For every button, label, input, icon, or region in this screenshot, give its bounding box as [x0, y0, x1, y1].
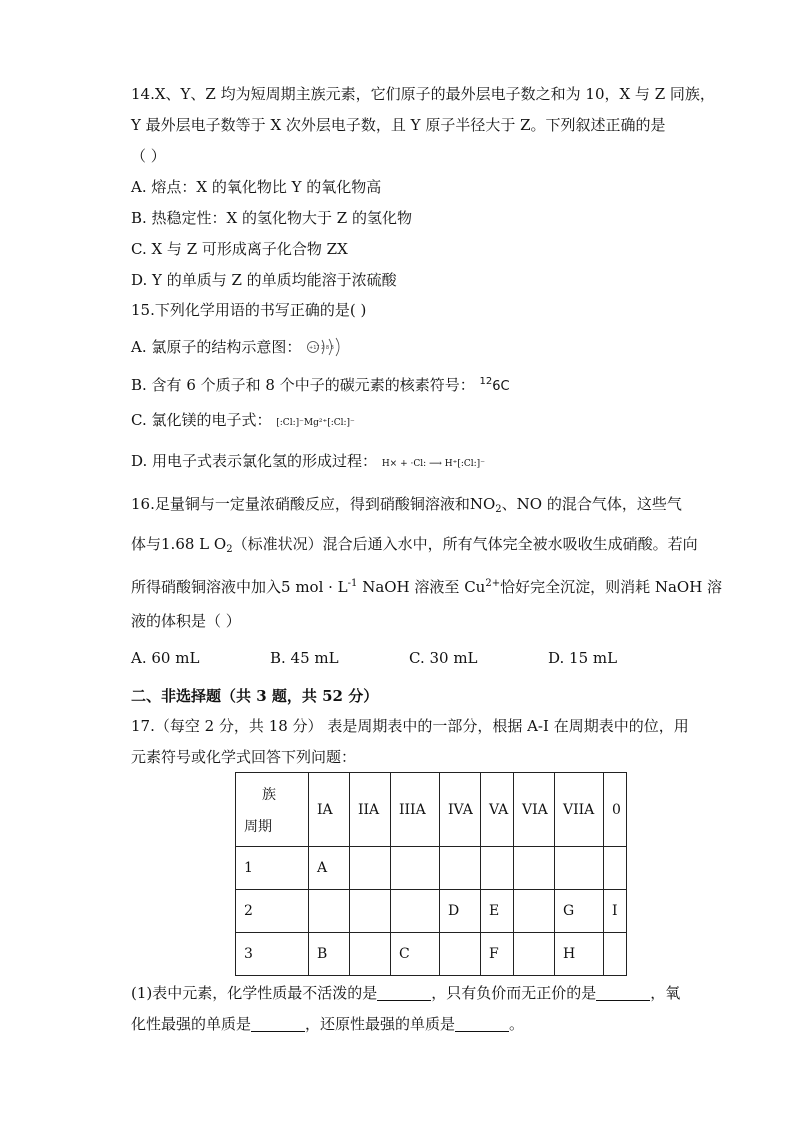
q16-line2-a: 体与	[131, 535, 162, 553]
element-cell	[604, 847, 627, 890]
q17-sub1-text-f: 。	[509, 1015, 525, 1033]
q16-option-c: C. 30 mL	[409, 649, 478, 667]
group-header: VA	[481, 773, 514, 847]
q17-line2: 元素符号或化学式回答下列问题：	[131, 748, 357, 766]
element-cell	[391, 847, 440, 890]
table-row	[236, 890, 627, 933]
q14-stem-line2: Y 最外层电子数等于 X 次外层电子数，且 Y 原子半径大于 Z。下列叙述正确的是	[131, 116, 666, 134]
element-cell	[440, 847, 481, 890]
q17-sub1-text-c: ，氧	[650, 984, 681, 1002]
element-cell	[604, 933, 627, 976]
q17-sub1-line2	[131, 1014, 524, 1034]
element-cell: G	[555, 890, 604, 933]
q17-sub1-text-e: ，还原性最强的单质是	[305, 1015, 456, 1033]
nuclide-mass-number: 12	[479, 376, 493, 387]
corner-group-label: 族	[262, 786, 276, 803]
q16-line3-c: 恰好完全沉淀，则消耗 NaOH 溶	[500, 578, 723, 596]
periodic-table-fragment	[235, 772, 627, 976]
answer-blank[interactable]	[455, 1017, 509, 1032]
q14-option-b: B. 热稳定性：X 的氢化物大于 Z 的氢化物	[131, 209, 412, 227]
q14-option-a: A. 熔点：X 的氧化物比 Y 的氧化物高	[131, 178, 382, 196]
group-header: IIA	[350, 773, 391, 847]
q16-line2-b: （标准状况）混合后通入水中，所有气体完全被水吸收生成硝酸。若向	[232, 535, 698, 553]
nuclide-symbol	[479, 376, 510, 394]
atom-diagram-label: +17 2 8 8	[309, 345, 335, 351]
element-cell	[555, 847, 604, 890]
q17-sub1-line1	[131, 983, 680, 1003]
q14-answer-paren: （ ）	[131, 147, 166, 165]
q17-sub1-text-d: 化性最强的单质是	[131, 1015, 252, 1033]
q16-line1-a: 16.足量铜与一定量浓硝酸反应，得到硝酸铜溶液和	[131, 495, 470, 513]
nuclide-main: 6C	[492, 379, 510, 394]
q15-option-a-text: A. 氯原子的结构示意图：	[131, 338, 302, 356]
q15-option-b	[131, 372, 510, 397]
table-header-row	[236, 773, 627, 847]
q16-line2	[131, 534, 698, 560]
group-header: IIIA	[391, 773, 440, 847]
no2-formula: $NO_2$	[469, 495, 502, 515]
answer-blank[interactable]	[377, 986, 431, 1001]
period-cell: 3	[236, 933, 309, 976]
hcl-formation-formula: H× + ·Cl: ⟶ H⁺[:Cl:]⁻	[381, 459, 485, 469]
element-cell	[350, 847, 391, 890]
q15-option-d	[131, 451, 485, 474]
group-header: VIIA	[555, 773, 604, 847]
q15-stem: 15.下列化学用语的书写正确的是( )	[131, 301, 367, 319]
element-cell: F	[481, 933, 514, 976]
q14-option-c: C. X 与 Z 可形成离子化合物 ZX	[131, 240, 348, 258]
table-row	[236, 847, 627, 890]
q16-line1	[131, 494, 682, 520]
q16-line1-b: 、NO 的混合气体，这些气	[501, 495, 682, 513]
q16-line3-a: 所得硝酸铜溶液中加入	[131, 578, 282, 596]
answer-blank[interactable]	[596, 986, 650, 1001]
atom-structure-diagram-icon	[306, 337, 346, 357]
element-cell: A	[309, 847, 350, 890]
q15-option-d-text: D. 用电子式表示氯化氢的形成过程：	[131, 452, 378, 470]
q16-option-a: A. 60 mL	[131, 649, 200, 667]
group-header: 0	[604, 773, 627, 847]
answer-blank[interactable]	[251, 1017, 305, 1032]
corner-period-label: 周期	[244, 818, 272, 835]
q15-option-c-text: C. 氯化镁的电子式：	[131, 411, 272, 429]
group-header: VIA	[514, 773, 555, 847]
q15-option-b-text: B. 含有 6 个质子和 8 个中子的碳元素的核素符号：	[131, 376, 475, 394]
naoh-concentration: 5 mol · $L^{-1}$	[281, 578, 358, 596]
element-cell	[350, 890, 391, 933]
table-row	[236, 933, 627, 976]
element-cell	[514, 933, 555, 976]
period-cell: 1	[236, 847, 309, 890]
q16-line4: 液的体积是（ ）	[131, 612, 241, 630]
group-header: IVA	[440, 773, 481, 847]
q15-option-c	[131, 410, 355, 433]
table-corner-cell	[236, 773, 309, 847]
element-cell: D	[440, 890, 481, 933]
period-cell: 2	[236, 890, 309, 933]
element-cell: E	[481, 890, 514, 933]
cu-ion: $Cu^{2+}$	[464, 578, 501, 596]
element-cell	[309, 890, 350, 933]
q14-stem-line1: 14.X、Y、Z 均为短周期主族元素，它们原子的最外层电子数之和为 10，X 与 Z 同族，	[131, 85, 715, 103]
element-cell	[481, 847, 514, 890]
element-cell: H	[555, 933, 604, 976]
element-cell	[514, 847, 555, 890]
o2-volume: 1.68 L $O_2$	[161, 535, 233, 555]
q15-option-a	[131, 337, 346, 357]
element-cell: C	[391, 933, 440, 976]
q16-option-b: B. 45 mL	[270, 649, 339, 667]
element-cell	[391, 890, 440, 933]
q16-line3	[131, 574, 722, 597]
group-header: IA	[309, 773, 350, 847]
element-cell	[350, 933, 391, 976]
q14-option-d: D. Y 的单质与 Z 的单质均能溶于浓硫酸	[131, 271, 397, 289]
q17-line1: 17.（每空 2 分，共 18 分） 表是周期表中的一部分，根据 A-I 在周期表中的位，用	[131, 717, 689, 735]
q16-option-d: D. 15 mL	[548, 649, 618, 667]
section2-title: 二、非选择题（共 3 题，共 52 分）	[131, 687, 379, 705]
element-cell	[514, 890, 555, 933]
q16-line3-b: NaOH 溶液至	[362, 578, 460, 596]
element-cell: I	[604, 890, 627, 933]
element-cell: B	[309, 933, 350, 976]
mgcl2-electron-formula: [:Cl:]⁻Mg²⁺[:Cl:]⁻	[276, 418, 355, 428]
q17-sub1-text-a: (1)表中元素，化学性质最不活泼的是	[131, 984, 378, 1002]
q17-sub1-text-b: ，只有负价而无正价的是	[431, 984, 597, 1002]
element-cell	[440, 933, 481, 976]
